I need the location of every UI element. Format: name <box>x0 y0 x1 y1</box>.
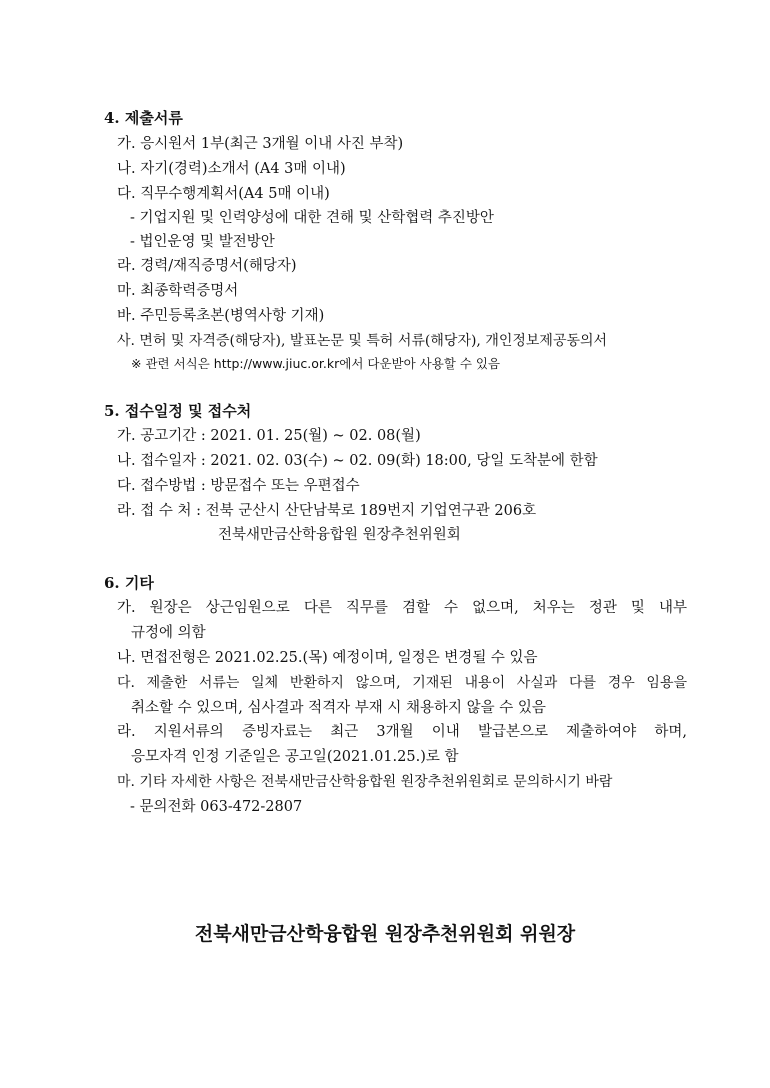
section4-item: 다. 직무수행계획서(A4 5매 이내) <box>117 186 330 202</box>
section6-item: 라. 지원서류의 증빙자료는 최근 3개월 이내 발급본으로 제출하여야 하며, <box>117 724 687 740</box>
section5-item: 라. 접 수 처 : 전북 군산시 산단남북로 189번지 기업연구관 206호 <box>117 503 537 519</box>
section5-item-continuation: 전북새만금산학융합원 원장추천위원회 <box>218 527 461 543</box>
section6-heading: 6. 기타 <box>104 574 154 592</box>
signature-footer: 전북새만금산학융합원 원장추천위원회 위원장 <box>194 923 576 945</box>
section4-item: 가. 응시원서 1부(최근 3개월 이내 사진 부착) <box>117 136 404 152</box>
section4-note: ※ 관련 서식은 http://www.jiuc.or.kr에서 다운받아 사용할 수 있음 <box>131 356 501 371</box>
section5-item: 다. 접수방법 : 방문접수 또는 우편접수 <box>117 478 360 494</box>
section5-item: 가. 공고기간 : 2021. 01. 25(월) ~ 02. 08(월) <box>117 428 421 444</box>
section5-heading: 5. 접수일정 및 접수처 <box>104 402 252 420</box>
section4-subitem: - 기업지원 및 인력양성에 대한 견해 및 산학협력 추진방안 <box>130 210 494 226</box>
section4-item: 바. 주민등록초본(병역사항 기재) <box>117 308 325 324</box>
section6-item: 마. 기타 자세한 사항은 전북새만금산학융합원 원장추천위원회로 문의하시기 바람 <box>117 774 613 790</box>
section6-item-continuation: 응모자격 인정 기준일은 공고일(2021.01.25.)로 함 <box>131 749 459 765</box>
section4-item: 나. 자기(경력)소개서 (A4 3매 이내) <box>117 161 346 177</box>
section4-item: 마. 최종학력증명서 <box>117 283 239 299</box>
section4-heading: 4. 제출서류 <box>104 109 183 127</box>
section6-item-continuation: 취소할 수 있으며, 심사결과 적격자 부재 시 채용하지 않을 수 있음 <box>131 700 546 716</box>
section4-subitem: - 법인운영 및 발전방안 <box>130 234 275 250</box>
section6-item: 나. 면접전형은 2021.02.25.(목) 예정이며, 일정은 변경될 수 있음 <box>117 650 538 666</box>
section4-item: 라. 경력/재직증명서(해당자) <box>117 258 297 274</box>
section5-item: 나. 접수일자 : 2021. 02. 03(수) ~ 02. 09(화) 18:00, 당일 도착분에 한함 <box>117 453 598 469</box>
section6-item: 다. 제출한 서류는 일체 반환하지 않으며, 기재된 내용이 사실과 다를 경우 임용을 <box>117 675 687 691</box>
section6-item: 가. 원장은 상근임원으로 다른 직무를 겸할 수 없으며, 처우는 정관 및 내부 <box>117 600 687 616</box>
section4-item: 사. 면허 및 자격증(해당자), 발표논문 및 특허 서류(해당자), 개인정보제공동의서 <box>117 333 608 349</box>
section6-item-continuation: 규정에 의함 <box>131 625 206 641</box>
section6-subitem: - 문의전화 063-472-2807 <box>130 799 303 815</box>
